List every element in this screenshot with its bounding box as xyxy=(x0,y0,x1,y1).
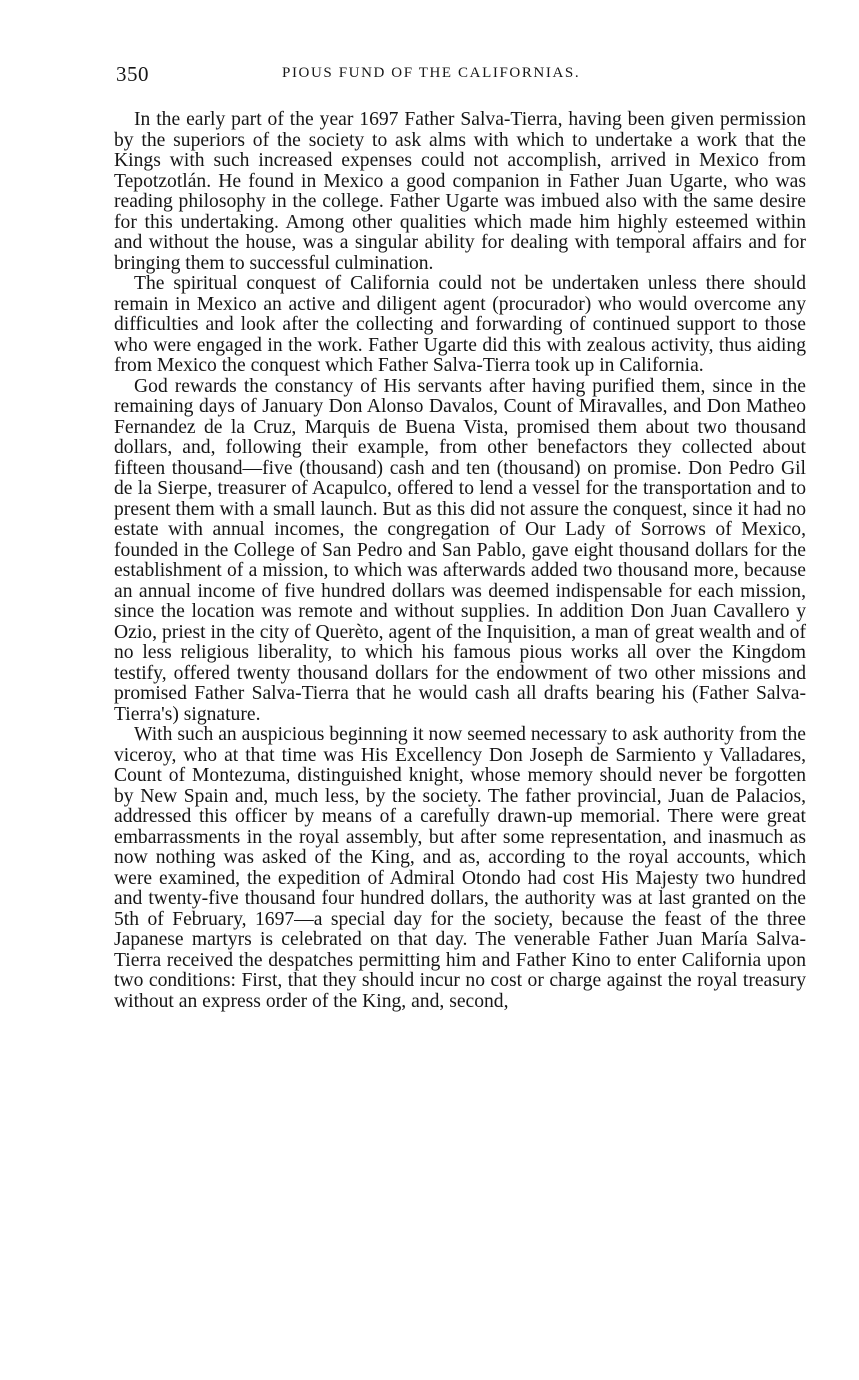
paragraph-viceroy-authority: With such an auspicious beginning it now seemed necessary to ask authority from the viceroy, who at that time was His Excellency Don Joseph de Sarmiento y Valladares, Count of Montezuma, distinguished knight, whose memory should never be forgotten by New Spain and, much less, by the society. The father provincial, Juan de Palacios, addressed this officer by means of a carefully drawn-up memorial. There were great embarrassments in the royal assembly, but after some representation, and inasmuch as now nothing was asked of the King, and as, according to the royal accounts, which were examined, the expedition of Admiral Otondo had cost His Majesty two hundred and twenty-five thousand four hundred dollars, the authority was at last granted on the 5th of February, 1697—a special day for the society, because the feast of the three Japanese martyrs is celebrated on that day. The venerable Father Juan María Salva-Tierra received the despatches permitting him and Father Kino to enter California upon two conditions: First, that they should incur no cost or charge against the royal treasury without an express order of the King, and, second, xyxy=(114,724,806,1012)
running-title: PIOUS FUND OF THE CALIFORNIAS. xyxy=(282,65,581,81)
paragraph-spiritual-conquest: The spiritual conquest of California could not be undertaken unless there should remain in Mexico an active and diligent agent (procurador) who would overcome any difficulties and look after the collecting and forwarding of continued support to those who were engaged in the work. Father Ugarte did this with zealous activity, thus aiding from Mexico the conquest which Father Salva-Tierra took up in California. xyxy=(114,273,806,376)
page-number: 350 xyxy=(116,62,149,86)
paragraph-benefactors: God rewards the constancy of His servants after having purified them, since in the remaining days of January Don Alonso Davalos, Count of Miravalles, and Don Matheo Fernandez de la Cruz, Marquis de Buena Vista, promised them about two thousand dollars, and, following their example, from other benefactors they collected about fifteen thousand—five (thousand) cash and ten (thousand) on promise. Don Pedro Gil de la Sierpe, treasurer of Acapulco, offered to lend a vessel for the transportation and to present them with a small launch. But as this did not assure the conquest, since it had no estate with annual incomes, the congregation of Our Lady of Sorrows of Mexico, founded in the College of San Pedro and San Pablo, gave eight thousand dollars for the establishment of a mission, to which was afterwards added two thousand more, because an annual income of five hundred dollars was deemed indispensable for each mission, since the location was remote and without supplies. In addition Don Juan Cavallero y Ozio, priest in the city of Querèto, agent of the Inquisition, a man of great wealth and of no less religious liberality, to which his famous pious works all over the Kingdom testify, offered twenty thousand dollars for the endowment of two other missions and promised Father Salva-Tierra that he would cash all drafts bearing his (Father Salva-Tierra's) signature. xyxy=(114,375,806,725)
body-text xyxy=(114,110,806,1012)
running-header xyxy=(114,62,806,88)
paragraph-salva-tierra-arrival: In the early part of the year 1697 Father Salva-Tierra, having been given permission by the superiors of the society to ask alms with which to undertake a work that the Kings with such increased expenses could not accomplish, arrived in Mexico from Tepotzotlán. He found in Mexico a good companion in Father Juan Ugarte, who was reading philosophy in the college. Father Ugarte was imbued also with the same desire for this undertaking. Among other qualities which made him highly esteemed within and without the house, was a singular ability for dealing with temporal affairs and for bringing them to successful culmination. xyxy=(114,109,806,274)
